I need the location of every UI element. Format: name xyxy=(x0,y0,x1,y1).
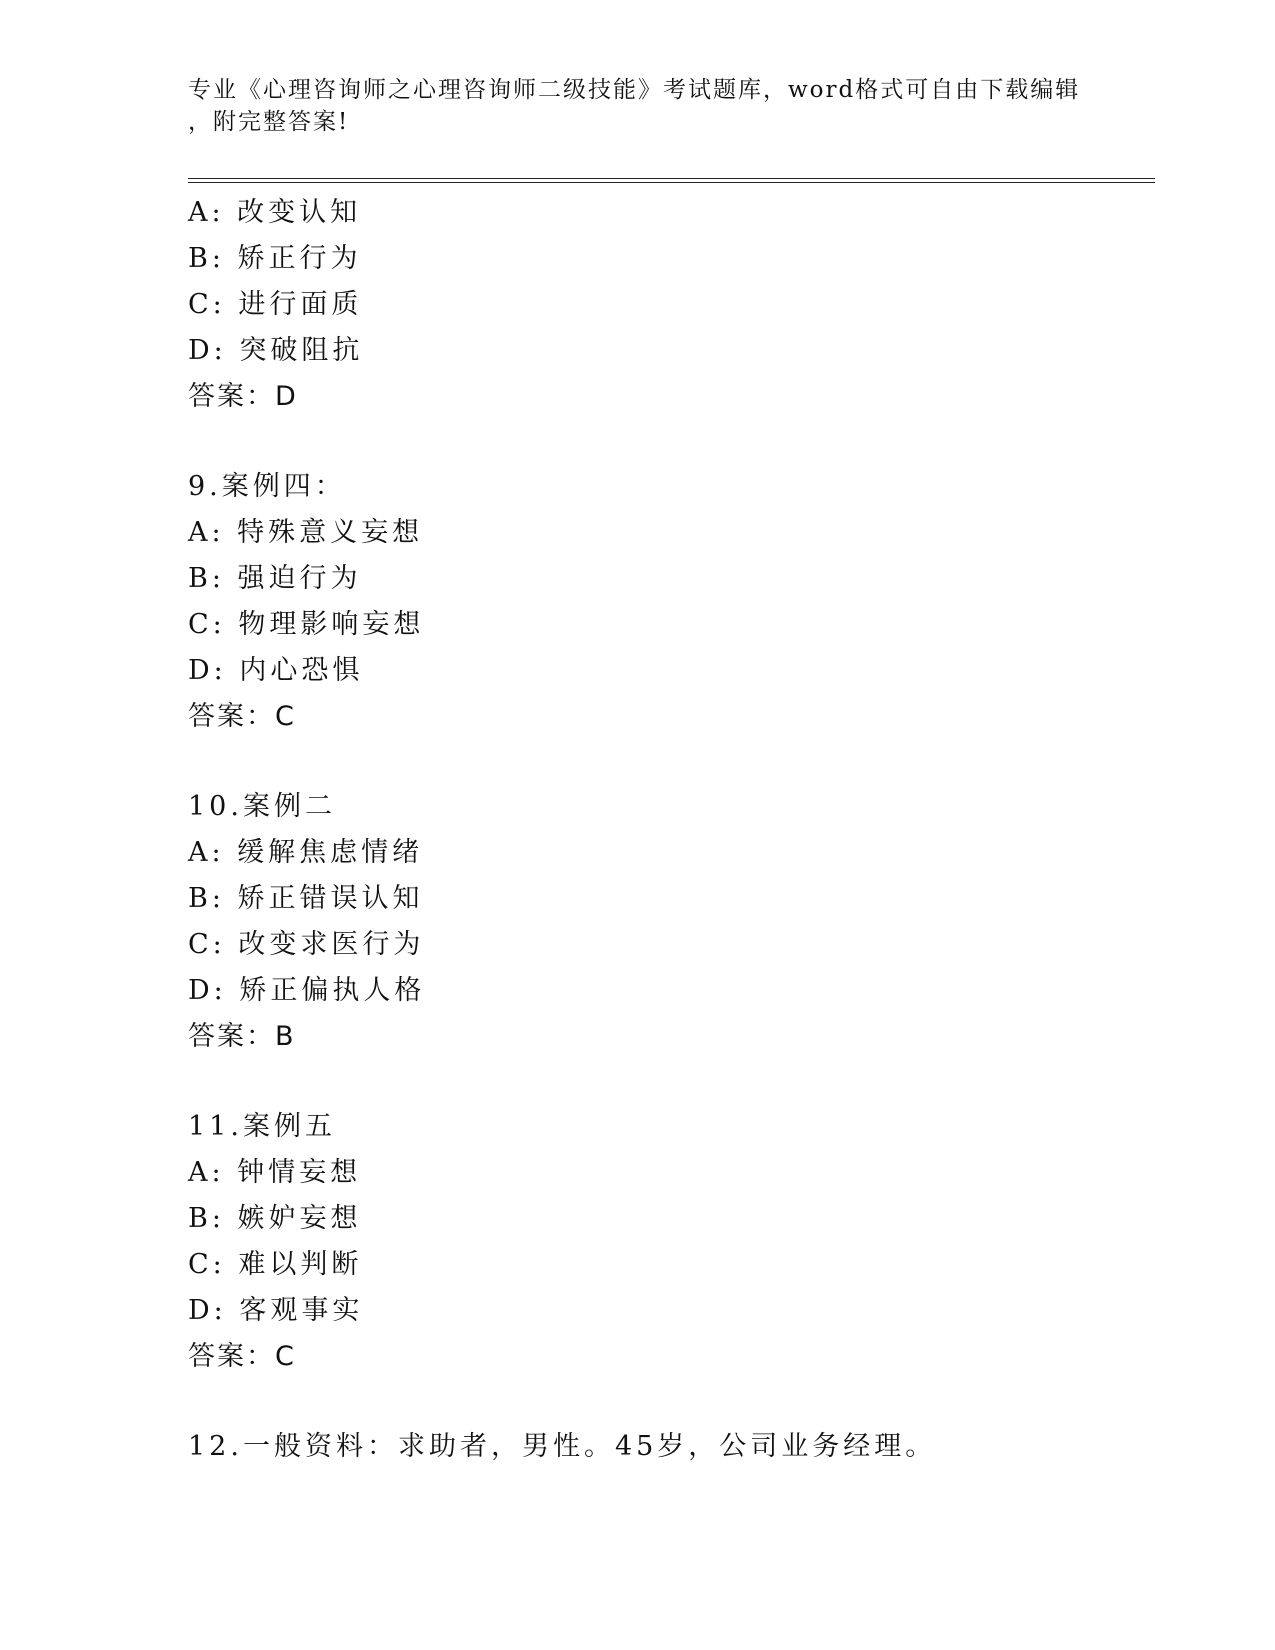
option-c: C: 改变求医行为 xyxy=(188,929,425,960)
header-title-line-2: ，附完整答案! xyxy=(188,109,350,135)
option-d: D: 内心恐惧 xyxy=(188,655,364,686)
answer-line: 答案：D xyxy=(188,381,298,412)
option-b: B: 矫正错误认知 xyxy=(188,883,424,914)
answer-line: 答案：C xyxy=(188,1341,296,1372)
spacer xyxy=(188,1060,1148,1104)
option-c: C: 难以判断 xyxy=(188,1249,363,1280)
option-a: A: 缓解焦虑情绪 xyxy=(188,837,424,868)
question-block xyxy=(188,464,1148,740)
question-title: 11.案例五 xyxy=(188,1111,336,1142)
header-divider xyxy=(188,178,1155,183)
question-title: 10.案例二 xyxy=(188,791,336,822)
question-block xyxy=(188,1104,1148,1380)
option-d: D: 突破阻抗 xyxy=(188,335,364,366)
spacer xyxy=(188,1380,1148,1424)
option-b: B: 矫正行为 xyxy=(188,243,362,274)
question-title: 9.案例四： xyxy=(188,471,346,502)
option-a: A: 改变认知 xyxy=(188,197,362,228)
option-c: C: 进行面质 xyxy=(188,289,363,320)
option-a: A: 特殊意义妄想 xyxy=(188,517,424,548)
option-b: B: 嫉妒妄想 xyxy=(188,1203,362,1234)
question-block xyxy=(188,190,1148,420)
option-c: C: 物理影响妄想 xyxy=(188,609,425,640)
option-d: D: 矫正偏执人格 xyxy=(188,975,426,1006)
option-d: D: 客观事实 xyxy=(188,1295,364,1326)
spacer xyxy=(188,420,1148,464)
answer-line: 答案：C xyxy=(188,701,296,732)
option-b: B: 强迫行为 xyxy=(188,563,362,594)
spacer xyxy=(188,740,1148,784)
option-a: A: 钟情妄想 xyxy=(188,1157,362,1188)
answer-line: 答案：B xyxy=(188,1021,296,1052)
question-list xyxy=(188,190,1148,1470)
question-block xyxy=(188,784,1148,1060)
document-header xyxy=(188,74,1088,138)
question-title: 12.一般资料：求助者，男性。45岁，公司业务经理。 xyxy=(188,1431,937,1462)
header-title-line-1: 专业《心理咨询师之心理咨询师二级技能》考试题库，word格式可自由下载编辑 xyxy=(188,77,1081,103)
